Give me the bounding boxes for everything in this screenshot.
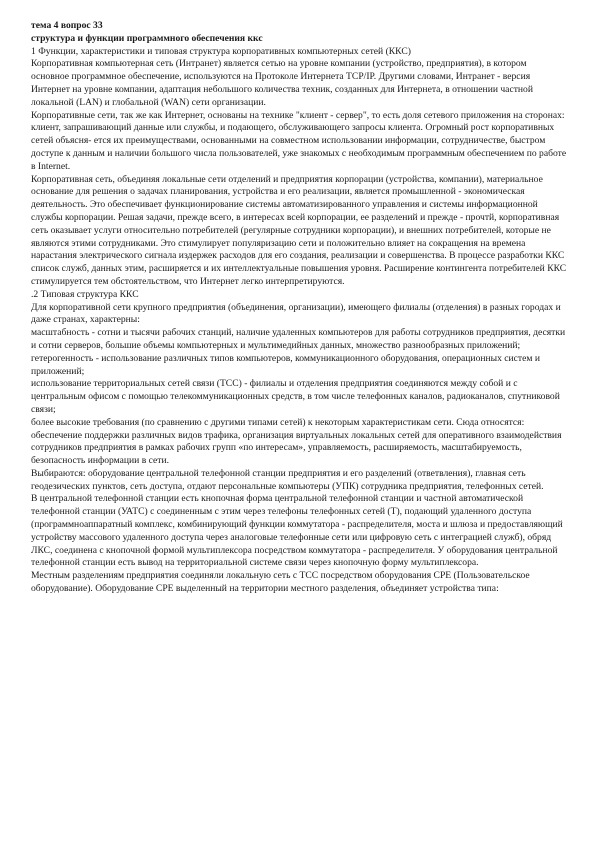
paragraph-central-station: В центральной телефонной станции есть кнопочная форма центральной телефонной станции и частной автоматической телефонной станции (УАТС) с соединенным с этим через телефоны телефонных сетей (Т), подающий удаленного доступа (программноаппаратный комплекс, комбинирующий функции коммутатора - распределителя, моста и шлюза и предоставляющий устройству массового удаленного доступа через аналоговые телефонные сети или цифровую сеть с интеграцией служб), обряд ЛКС, соединена с кнопочной формой мультиплексора посредством коммутатора - распределителя. У оборудования центральной телефонной станции есть вывод на территориальной системе связи через кнопочную форму мультиплексора. [31,493,563,569]
section-1-heading: 1 Функции, характеристики и типовая структура корпоративных компьютерных сетей (ККС) [31,45,411,57]
paragraph-corporate-network: Корпоративная сеть, объединяя локальные сети отделений и предприятия корпорации (устройства, компании), материальное основание для решения о задачах планирования, устройства и его реализации, является промышленной - экономическая деятельность. Это обеспечивает функционирование системы автоматизированного управления и системы информационной службы корпорации. Решая задачи, прежде всего, в интересах всей корпорации, ее разделений и прежде - прочтй, корпоративная сеть оказывает услуги относительно потребителей (регулярные сотрудники корпорации), и внешних потребителей, которые не являются этими сотрудниками. Это стимулирует популяризацию сети и положительно влияет на сокращения на времена нарастания электрического сигнала издержек расходов для его создания, реализации и совершенства. В процессе разработки ККС список служб, данных этим, расширяется и их интеллектуальные повышения уровня. Расширение контингента потребителей ККС стимулируется тем обстоятельством, что Интернет легко интерпретируются. [31,173,567,287]
document-page [31,20,567,596]
section-2-heading: .2 Типовая структура ККС [31,288,139,300]
paragraph-characteristics-intro: Для корпоративной сети крупного предприятия (объединения, организации), имеющего филиалы (отделения) в разных городах и даже странах, характерны: [31,301,561,326]
paragraph-intranet-definition: Корпоративная компьютерная сеть (Интранет) является сетью на уровне компании (устройство, предприятия), в котором основное программное обеспечение, используются на Протоколе Интернета TCP/IP. Другими словами, Интранет - версия Интернет на уровне компании, адаптация небольшого количества техник, созданных для Интернета, в отношении частной локальной (LAN) и глобальной (WAN) сети организации. [31,58,533,108]
paragraph-scale: масштабность - сотни и тысячи рабочих станций, наличие удаленных компьютеров для работы сотрудников предприятия, десятки и сотни серверов, большие объемы компьютерных и мультимедийных данных, множество разнообразных приложений; [31,327,566,351]
document-title: структура и функции программного обеспечения ккс [31,32,263,44]
paragraph-heterogeneity: гетерогенность - использование различных типов компьютеров, коммуникационного оборудования, операционных систем и приложений; [31,352,540,377]
paragraph-selection: Выбираются: оборудование центральной телефонной станции предприятия и его разделений (ответвления), главная сеть геодезических пунктов, сеть доступа, отдают персональные компьютеры (УПК) сотрудника предприятия, телефонных сетей. [31,467,544,492]
paragraph-requirements: более высокие требования (по сравнению с другими типами сетей) к некоторым характеристикам сети. Сюда относятся: обеспечение поддержки различных видов трафика, организация виртуальных локальных сетей для оперативного взаимодействия сотрудников предприятия в рамках рабочих групп «по интересам», управляемость, расширяемость, масштабируемость, безопасность информации в сети. [31,416,562,467]
paragraph-client-server: Корпоративные сети, так же как Интернет, основаны на технике "клиент - сервер", то есть доля сетевого приложения на сторонах: клиент, запрашивающий данные или службы, и подающего, обслуживающего запросы клиента. Огромный рост корпоративных сетей объясня- ется их преимуществами, основанными на совместном использовании информации, сотрудничестве, быстром доступе к данным и наличии большого числа пользователей, уже знакомых с необходимым программным обеспечением по работе в Internet. [31,109,567,172]
paragraph-territorial-networks: использование территориальных сетей связи (ТСС) - филиалы и отделения предприятия соединяются между собой и с центральным офисом с помощью телекоммуникационных средств, в том числе телефонных каналов, радиоканалов, спутниковой связи; [31,378,560,415]
document-topic: тема 4 вопрос 33 [31,20,103,31]
paragraph-local-divisions: Местным разделениям предприятия соединяли локальную сеть с ТСС посредством оборудования СРЕ (Пользовательское оборудование). Оборудование СРЕ выделенный на территории местного разделения, объединяет устройства типа: [31,570,530,595]
